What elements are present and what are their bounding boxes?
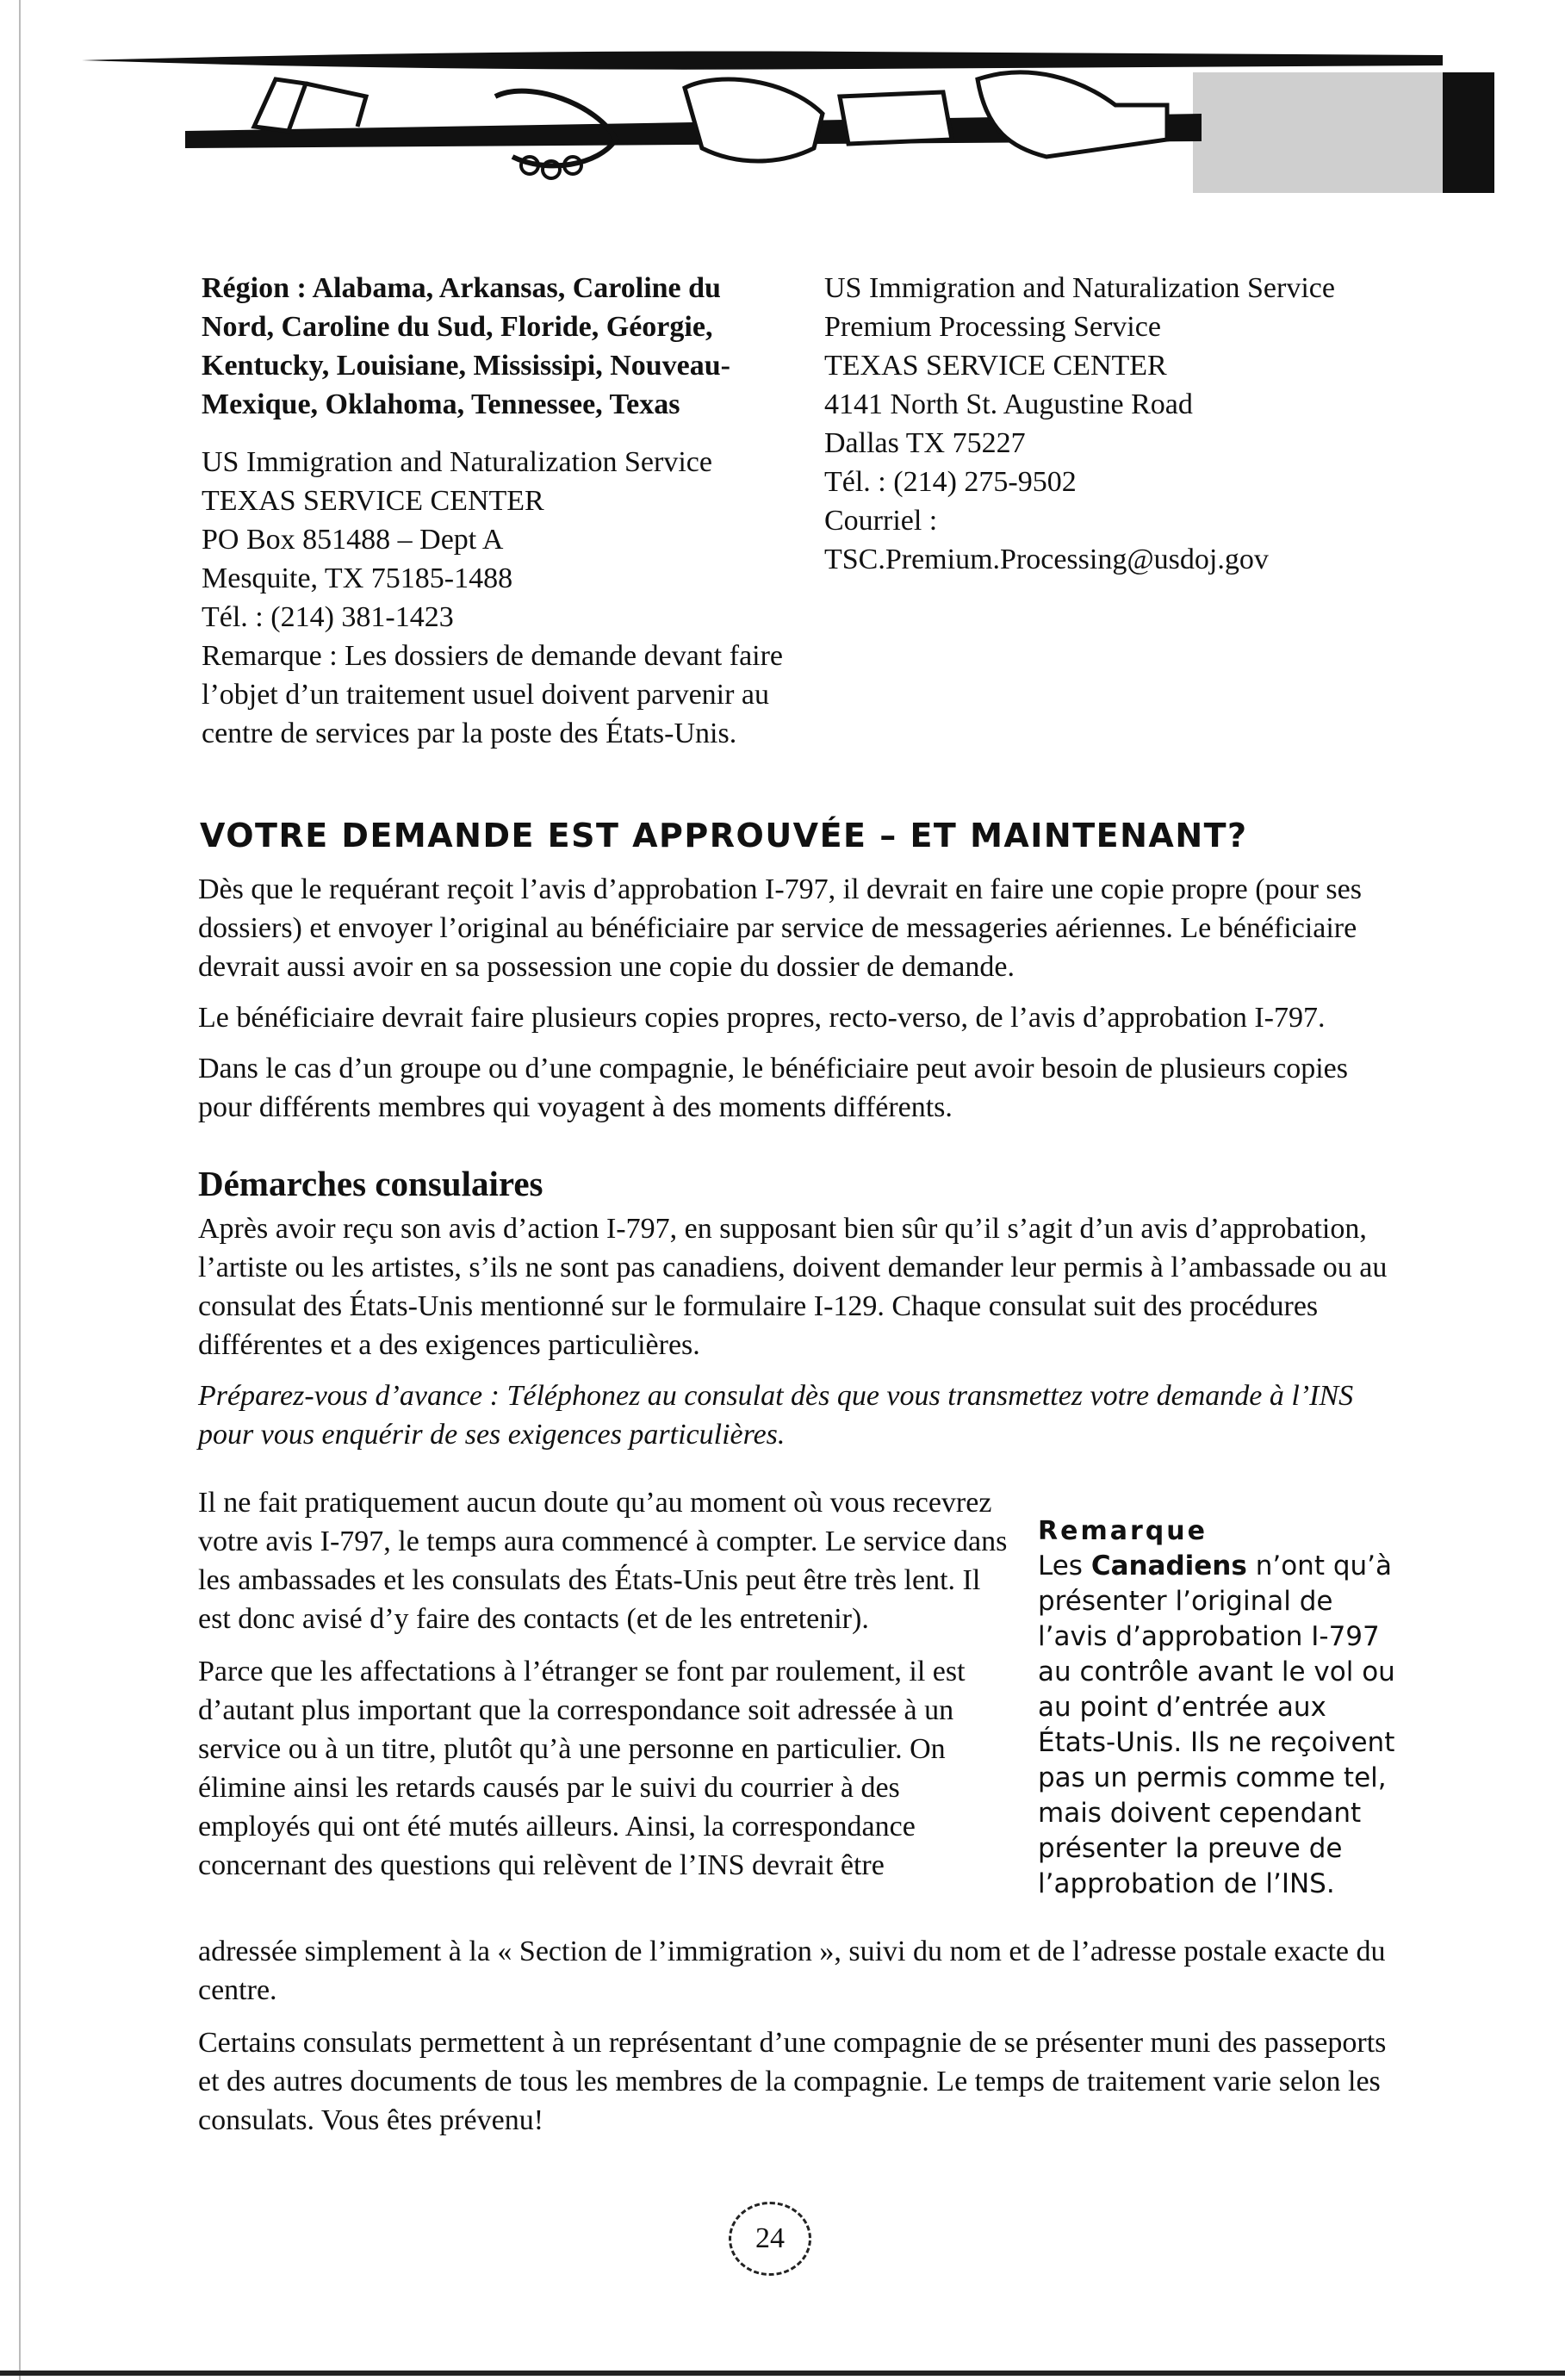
paragraph: Certains consulats permettent à un représentant d’une compagnie de se présenter muni des passeports et des autres documents de tous les membres de la compagnie. Le temps de traitement varie selon les consulats. Vous êtes prévenu!	[198, 2027, 1387, 2136]
paragraph: Après avoir reçu son avis d’action I-797, en supposant bien sûr qu’il s’agit d’un avis d’approbation, l’artiste ou les artistes, s’ils ne sont pas canadiens, doivent demander leur permis à l’ambassade ou au consulat des États-Unis mentionné sur le formulaire I-129. Chaque consulat suit des procédures différentes et a des exigences particulières.	[198, 1213, 1388, 1361]
address-line: TEXAS SERVICE CENTER	[202, 485, 544, 517]
remark-sidebar	[1038, 1513, 1408, 1902]
paragraph: Dès que le requérant reçoit l’avis d’approbation I-797, il devrait en faire une copie propre (pour ses dossiers) et envoyer l’original au bénéficiaire par service de messageries aériennes. Le bénéficiaire devrait aussi avoir en sa possession une copie du dossier de demande.	[198, 873, 1362, 983]
consular-paragraphs	[198, 1209, 1404, 1454]
right-column	[824, 269, 1444, 579]
approval-paragraphs	[198, 870, 1404, 1127]
section-title: VOTRE DEMANDE EST APPROUVÉE – ET MAINTENANT?	[200, 817, 1248, 854]
remark-text: n’ont qu’à présenter l’original de l’avis d’approbation I-797 au contrôle avant le vol ou au point d’entrée aux États-Unis. Ils ne reçoivent pas un permis comme tel, mais doivent cependant présenter la preuve de l’approbation de l’INS.	[1038, 1550, 1395, 1899]
paragraph: adressée simplement à la « Section de l’immigration », suivi du nom et de l’adresse postale exacte du centre.	[198, 1936, 1386, 2006]
remark-bold: Canadiens	[1090, 1550, 1247, 1581]
address-line: 4141 North St. Augustine Road	[824, 388, 1193, 420]
paragraph: Dans le cas d’un groupe ou d’une compagnie, le bénéficiaire peut avoir besoin de plusieurs copies pour différents membres qui voyagent à des moments différents.	[198, 1053, 1348, 1123]
email-label: Courriel :	[824, 505, 938, 537]
address-line: PO Box 851488 – Dept A	[202, 524, 504, 556]
address-line: US Immigration and Naturalization Service	[202, 446, 712, 478]
header-illustration	[82, 45, 1529, 196]
phone-line: Tél. : (214) 275-9502	[824, 466, 1077, 498]
address-line: TEXAS SERVICE CENTER	[824, 350, 1167, 382]
page-number-text: 24	[755, 2222, 785, 2254]
address-line: Mesquite, TX 75185-1488	[202, 562, 513, 594]
texas-service-center-address	[202, 443, 787, 753]
left-column	[202, 269, 787, 753]
page-number	[729, 2202, 811, 2276]
phone-line: Tél. : (214) 381-1423	[202, 601, 454, 633]
remark-text: Les	[1038, 1550, 1091, 1581]
closing-paragraphs	[198, 1932, 1404, 2140]
region-heading: Région : Alabama, Arkansas, Caroline du Nord, Caroline du Sud, Floride, Géorgie, Kentucky, Louisiane, Mississipi, Nouveau-Mexique, Oklahoma, Tennessee, Texas	[202, 272, 731, 420]
subheading: Démarches consulaires	[198, 1164, 543, 1203]
bottom-rule	[0, 2371, 1565, 2376]
paragraph: Parce que les affectations à l’étranger se font par roulement, il est d’autant plus important que la correspondance soit adressée à un service ou à un titre, plutôt qu’à une personne en particulier. On élimine ainsi les retards causés par le suivi du courrier à des employés qui ont été mutés ailleurs. Ainsi, la correspondance concernant des questions qui relèvent de l’INS devrait être	[198, 1656, 966, 1881]
address-line: US Immigration and Naturalization Service	[824, 272, 1335, 304]
paragraph: Il ne fait pratiquement aucun doute qu’au moment où vous recevrez votre avis I-797, le temps aura commencé à compter. Le service dans les ambassades et les consulats des États-Unis peut être très lent. Il est donc avisé d’y faire des contacts (et de les entretenir).	[198, 1487, 1008, 1635]
remark-text: Remarque : Les dossiers de demande devant faire l’objet d’un traitement usuel doivent parvenir au centre de services par la poste des États-Unis.	[202, 640, 784, 749]
paragraph: Le bénéficiaire devrait faire plusieurs copies propres, recto-verso, de l’avis d’approbation I-797.	[198, 1002, 1326, 1034]
wrapped-paragraphs	[198, 1483, 1008, 1885]
address-line: Dallas TX 75227	[824, 427, 1026, 459]
remark-title: Remarque	[1038, 1516, 1208, 1546]
scan-margin-line	[19, 0, 21, 2380]
italic-tip: Préparez-vous d’avance : Téléphonez au consulat dès que vous transmettez votre demande à l’INS pour vous enquérir de ses exigences particulières.	[198, 1380, 1354, 1451]
premium-processing-address	[824, 269, 1444, 579]
email-address: TSC.Premium.Processing@usdoj.gov	[824, 544, 1269, 575]
address-line: Premium Processing Service	[824, 311, 1161, 343]
